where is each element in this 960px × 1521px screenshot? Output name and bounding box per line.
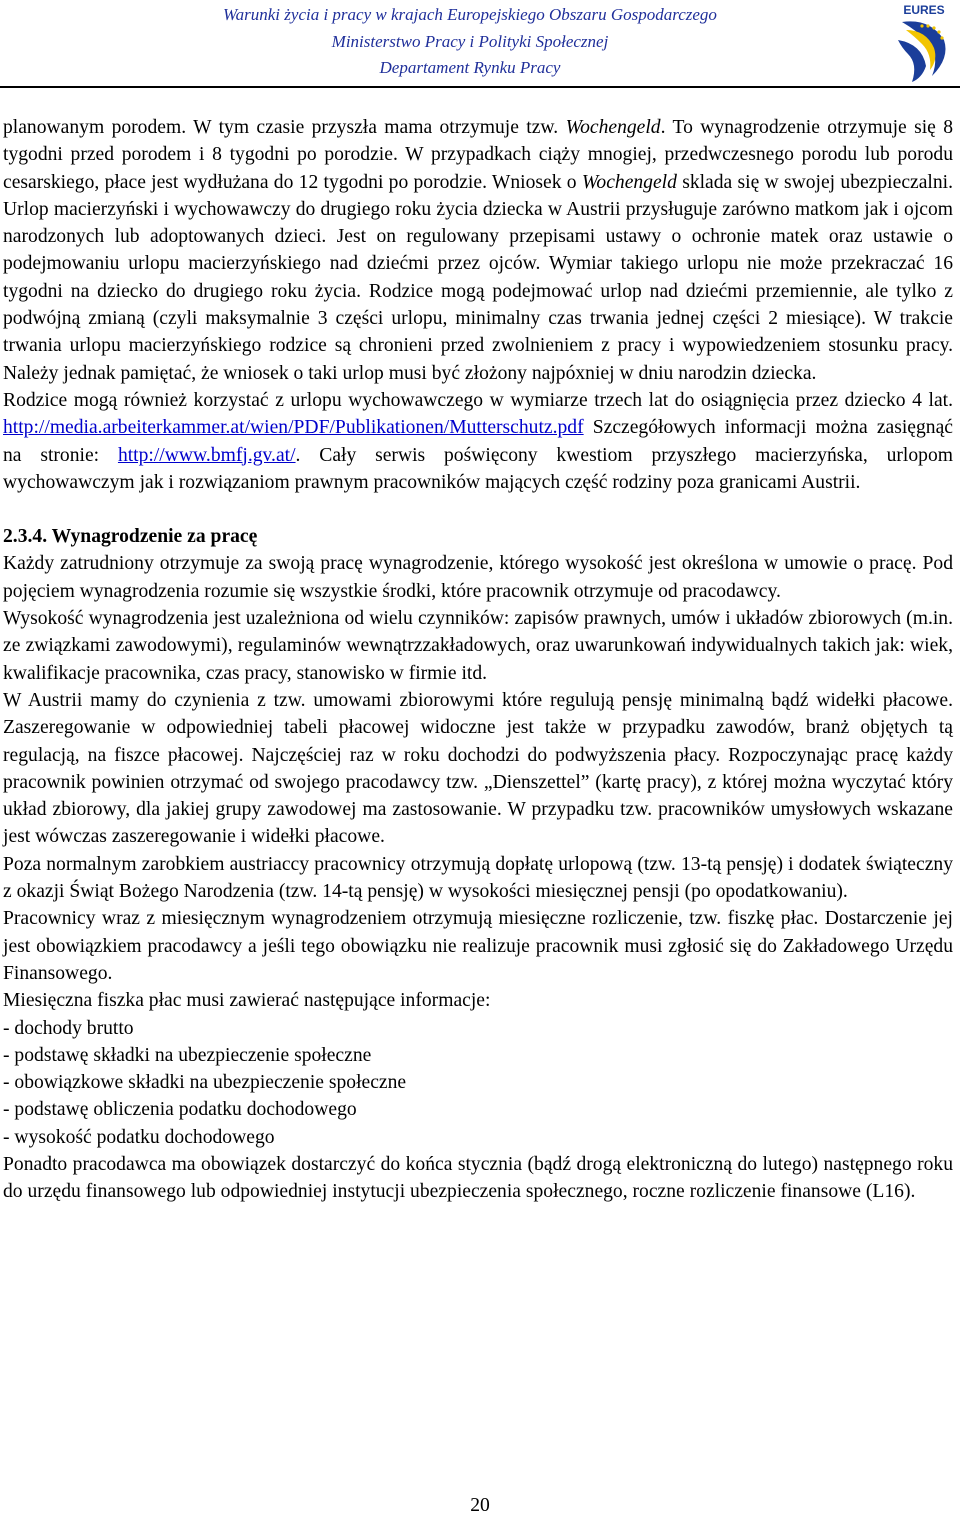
page-number: 20 <box>470 1495 490 1516</box>
paragraph-payslip: Pracownicy wraz z miesięcznym wynagrodzeniem otrzymują miesięczne rozliczenie, tzw. fiszkę płac. Dostarczenie jej jest obowiązkiem pracodawcy a jeśli tego obowiązku nie realizuje pracownik musi zgłosić się do Zakładowego Urzędu Finansowego. <box>3 908 953 984</box>
section-heading: 2.3.4. Wynagrodzenie za pracę <box>3 526 258 548</box>
term-wochengeld: Wochengeld <box>565 117 661 138</box>
header-text <box>120 2 820 82</box>
list-item: - obowiązkowe składki na ubezpieczenie społeczne <box>3 1072 407 1094</box>
page-header <box>0 0 960 84</box>
paragraph-salary-factors: Wysokość wynagrodzenia jest uzależniona od wielu czynników: zapisów prawnych, umów i układów zbiorowych (m.in. ze związkami zawodowymi), regulaminów wewnątrzzakładowych, oraz uwarunkowań indywidualnych takich jak: wiek, kwalifikacje pracownika, czas pracy, stanowisko w firmie itd. <box>3 608 953 684</box>
spacer <box>3 496 953 523</box>
paragraph-parental-leave: Rodzice mogą również korzystać z urlopu wychowawczego w wymiarze trzech lat do osiągnięcia przez dziecko 4 lat. http://media.arbeiterkammer.at/wien/PDF/Publikationen/Mutterschutz.pdf Szczegółowych informacji można zasięgnąć na stronie: http://www.bmfj.gv.at/. Cały serwis poświęcony kwestiom przyszłego macierzyńska, urlopom wychowawczym jak i rozwiązaniom prawnym pracowników mających część rodziny poza granicami Austrii. <box>3 389 953 493</box>
header-line-3: Departament Rynku Pracy <box>379 58 561 77</box>
eures-logo-text: EURES <box>903 3 945 17</box>
document-body <box>3 114 953 1206</box>
list-item: - wysokość podatku dochodowego <box>3 1126 275 1148</box>
link-arbeiterkammer[interactable]: http://media.arbeiterkammer.at/wien/PDF/Publikationen/Mutterschutz.pdf <box>3 417 584 439</box>
paragraph-wochengeld: planowanym porodem. W tym czasie przyszła mama otrzymuje tzw. Wochengeld. To wynagrodzenie otrzymuje się 8 tygodni przed porodem i 8 tygodni po porodzie. W przypadkach ciąży mnogiej, przedwczesnego porodu lub porodu cesarskiego, płace jest wydłużana do 12 tygodni po porodzie. Wniosek o Wochengeld sklada się w swojej ubezpieczalni. Urlop macierzyński i wychowawczy do drugiego roku życia dziecka w Austrii przysługuje zarówno matkom jak i ojcom narodzonych lub adoptowanych dzieci. Jest on regulowany przepisami ustawy o ochronie matek oraz ustawie o podejmowaniu urlopu macierzyńskiego nad dziećmi przez ojców. Wymiar takiego urlopu nie może przekraczać 16 tygodni na dziecko do drugiego roku życia. Rodzice mogą podejmować urlop nad dziećmi przemiennie, ale tylko z podwójną zmianą (czyli maksymalnie 3 części urlopu, minimalny czas trwania jednej części 2 miesiące). W trakcie trwania urlopu macierzyńskiego rodzice są chronieni przed zwolnieniem z pracy i wypowiedzeniem stosunku pracy. Należy jednak pamiętać, że wniosek o taki urlop musi być złożony najpóxniej w dniu narodzin dziecka. <box>3 117 953 384</box>
header-line-1: Warunki życia i pracy w krajach Europejskiego Obszaru Gospodarczego <box>223 5 717 24</box>
list-item: - podstawę obliczenia podatku dochodowego <box>3 1099 357 1121</box>
header-divider <box>0 86 960 88</box>
header-line-2: Ministerstwo Pracy i Polityki Społecznej <box>331 31 609 51</box>
list-item: - podstawę składki na ubezpieczenie społeczne <box>3 1044 372 1066</box>
list-item: - dochody brutto <box>3 1017 134 1039</box>
paragraph-bonus-pay: Poza normalnym zarobkiem austriaccy pracownicy otrzymują dopłatę urlopową (tzw. 13-tą pensję) i dodatek świąteczny z okazji Świąt Bożego Narodzenia (tzw. 14-tą pensję) w wysokości miesięcznej pensji (po opodatkowaniu). <box>3 853 953 903</box>
eures-logo <box>892 0 956 84</box>
paragraph-salary-definition: Każdy zatrudniony otrzymuje za swoją pracę wynagrodzenie, którego wysokość jest określona w umowie o pracę. Pod pojęciem wynagrodzenia rozumie się wszystkie środki, które pracownik otrzymuje od pracodawcy. <box>3 553 953 602</box>
paragraph-annual-settlement: Ponadto pracodawca ma obowiązek dostarczyć do końca stycznia (bądź drogą elektroniczną do lutego) następnego roku do urzędu finansowego lub odpowiedniej instytucji ubezpieczenia społecznego, roczne rozliczenie finansowe (L16). <box>3 1153 953 1203</box>
term-wochengeld-2: Wochengeld <box>581 171 677 193</box>
paragraph-payslip-contents: Miesięczna fiszka płac musi zawierać następujące informacje: <box>3 990 491 1012</box>
link-bmfj[interactable]: http://www.bmfj.gv.at/ <box>117 444 296 466</box>
paragraph-collective-agreements: W Austrii mamy do czynienia z tzw. umowami zbiorowymi które regulują pensję minimalną bądź widełki płacowe. Zaszeregowanie w odpowiedniej tabeli płacowej widoczne jest także w przypadku zawodów, branż objętych tą regulacją, na fiszce płacowej. Najczęściej raz w roku dochodzi do podwyższenia płacy. Rozpoczynając pracę każdy pracownik powinien otrzymać od swojego pracodawcy tzw. „Dienszettel” (kartę pracy), z której można wyczytać który układ zbiorowy, dla jakiej grupy zawodowej ma zastosowanie. W przypadku tzw. pracowników umysłowych wskazane jest wówczas zaszeregowanie i widełki płacowe. <box>3 689 953 848</box>
